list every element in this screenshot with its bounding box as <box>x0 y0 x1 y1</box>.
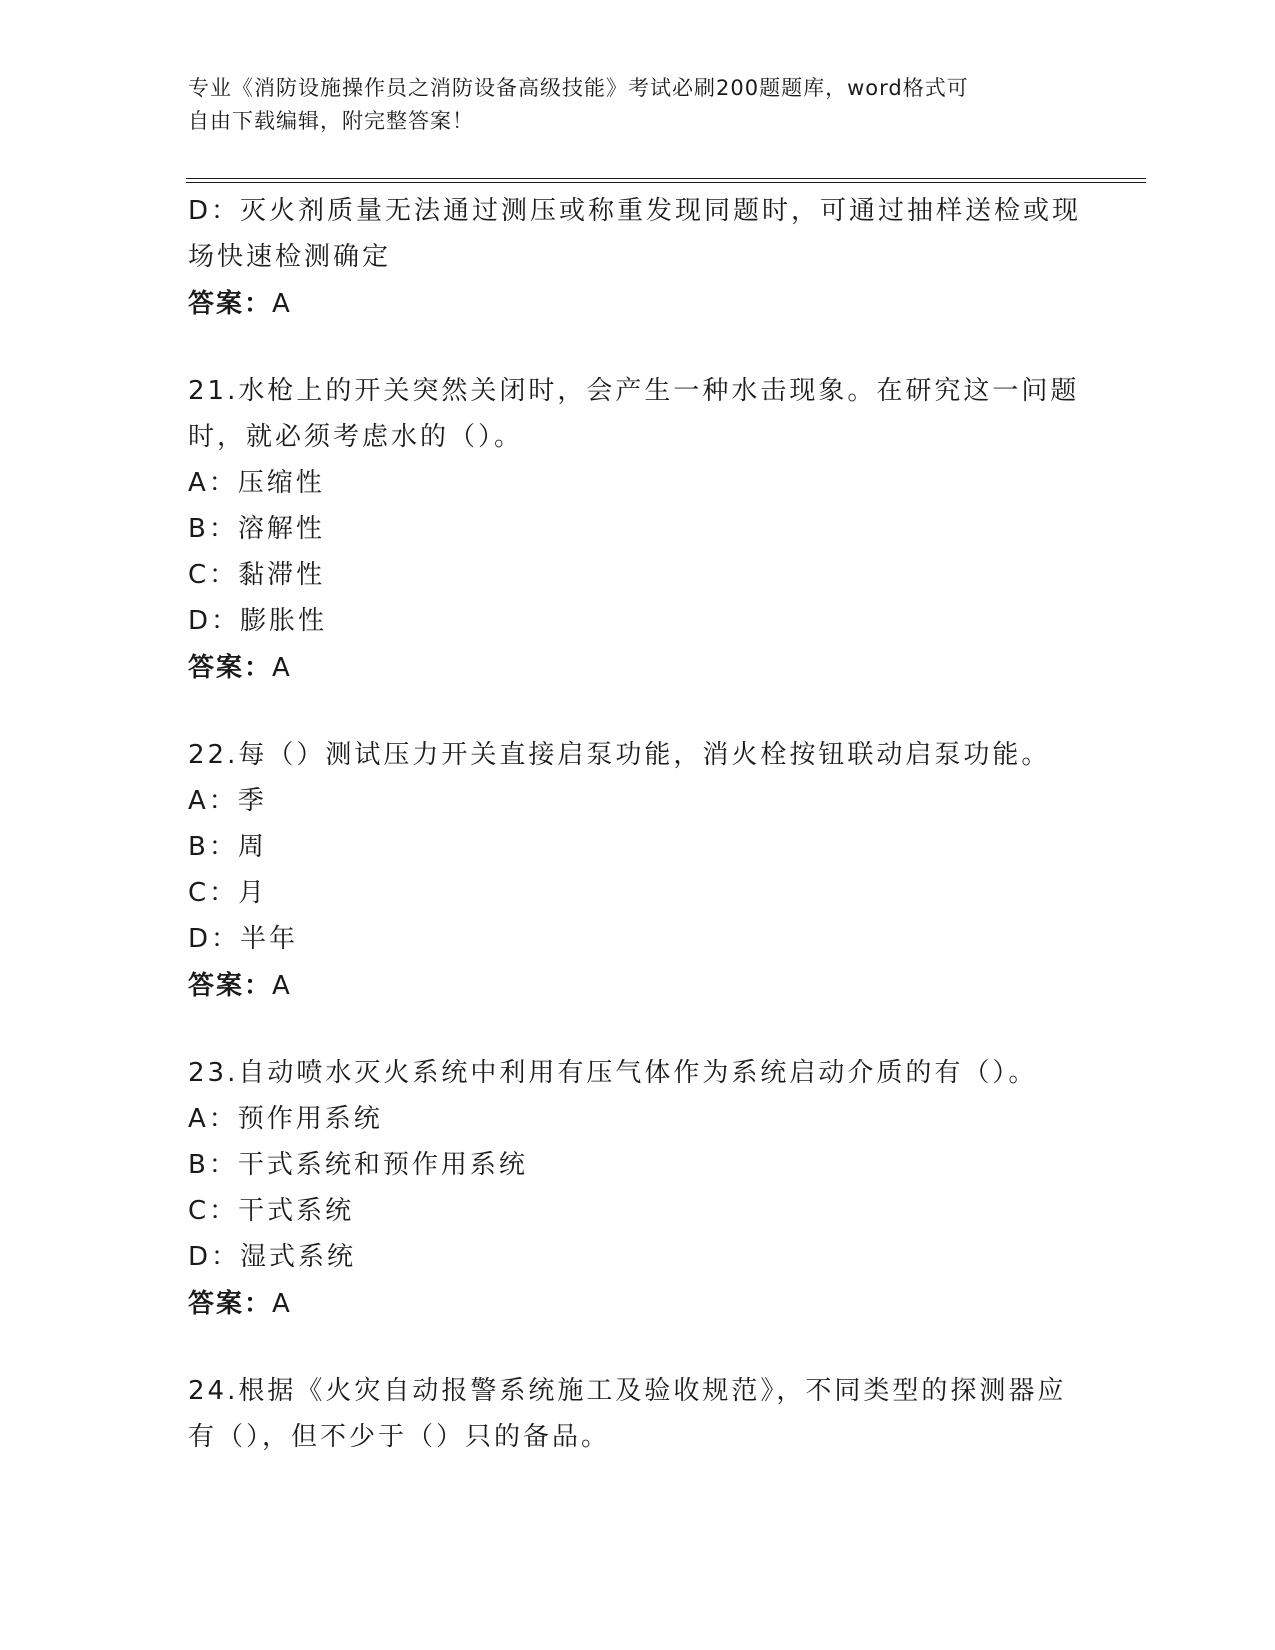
header-divider-bottom <box>186 182 1146 183</box>
option-c: C：月 <box>188 878 268 908</box>
option-b: B：周 <box>188 832 267 862</box>
answer-label: 答案： <box>188 653 273 683</box>
option-d-line-1: D：灭火剂质量无法通过测压或称重发现同题时，可通过抽样送检或现 <box>188 196 1082 226</box>
answer-value: A <box>272 289 291 319</box>
option-b: B：干式系统和预作用系统 <box>188 1150 528 1180</box>
answer-value: A <box>272 1289 291 1319</box>
option-c: C：黏滞性 <box>188 560 326 590</box>
answer-label: 答案： <box>188 1289 273 1319</box>
question-title-line-2: 有（），但不少于（）只的备品。 <box>188 1422 611 1452</box>
option-a: A：压缩性 <box>188 468 325 498</box>
answer <box>188 644 1088 692</box>
answer-value: A <box>272 971 291 1001</box>
answer <box>188 962 1088 1010</box>
option-d: D：膨胀性 <box>188 606 328 636</box>
answer-label: 答案： <box>188 289 273 319</box>
header-divider-top <box>186 178 1146 179</box>
question-22 <box>188 732 1088 1010</box>
question-title-line-2: 时，就必须考虑水的（）。 <box>188 422 524 452</box>
answer <box>188 1280 1088 1328</box>
question-title-line-1: 24.根据《火灾自动报警系统施工及验收规范》，不同类型的探测器应 <box>188 1376 1067 1406</box>
question-fragment <box>188 188 1088 328</box>
option-d: D：湿式系统 <box>188 1242 357 1272</box>
option-a: A：预作用系统 <box>188 1104 383 1134</box>
question-title-line-1: 23.自动喷水灭火系统中利用有压气体作为系统启动介质的有（）。 <box>188 1058 1038 1088</box>
option-d: D：半年 <box>188 924 299 954</box>
question-24 <box>188 1368 1088 1460</box>
question-23 <box>188 1050 1088 1328</box>
header-line-2: 自由下载编辑，附完整答案！ <box>188 109 474 133</box>
option-c: C：干式系统 <box>188 1196 355 1226</box>
question-title-line-1: 21.水枪上的开关突然关闭时，会产生一种水击现象。在研究这一问题 <box>188 376 1080 406</box>
header-line-1: 专业《消防设施操作员之消防设备高级技能》考试必刷200题题库，word格式可 <box>188 76 969 100</box>
document-header <box>188 72 1088 138</box>
option-b: B：溶解性 <box>188 514 325 544</box>
answer-label: 答案： <box>188 971 273 1001</box>
question-21 <box>188 368 1088 692</box>
option-d-line-2: 场快速检测确定 <box>188 242 392 272</box>
option-a: A：季 <box>188 786 267 816</box>
question-list <box>188 188 1088 1460</box>
answer-value: A <box>272 653 291 683</box>
question-title-line-1: 22.每（）测试压力开关直接启泵功能，消火栓按钮联动启泵功能。 <box>188 740 1051 770</box>
answer <box>188 280 1088 328</box>
